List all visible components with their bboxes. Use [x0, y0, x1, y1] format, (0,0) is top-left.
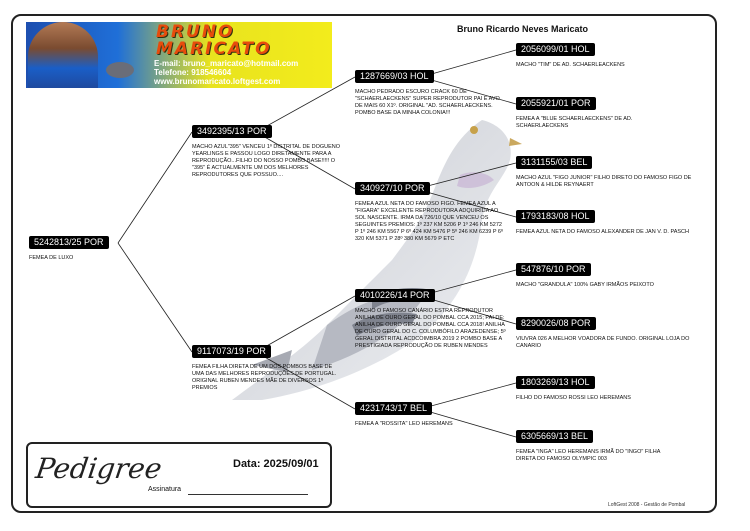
brand-last-name: MARICATO [156, 39, 272, 59]
owner-name: Bruno Ricardo Neves Maricato [457, 24, 589, 34]
dam-dam-description: FEMEA A "ROSSITA" LEO HEREMANS [355, 421, 453, 427]
contact-email: E-mail: bruno_maricato@hotmail.com [154, 59, 299, 68]
sds-ring-badge[interactable]: 3131155/03 BEL [516, 156, 592, 169]
dsd-ring-badge[interactable]: 8290026/08 POR [516, 317, 596, 330]
dam-description: FEMEA FILHA DIRETA DE UM DOS POMBOS BASE DE UMA DAS MELHORES REPRODUÇÕES DE PORTUGAL. ORIGINAL RUBEN MENDES MÃE DE DIVERSOS 1º PREMIOS [192, 364, 337, 391]
sds-description: MACHO AZUL "FIGO JUNIOR" FILHO DIRETO DO FAMOSO FIGO DE ANTOON & HILDE REYNAERT [516, 175, 692, 188]
ssd-ring-badge[interactable]: 2055921/01 POR [516, 97, 596, 110]
ddd-ring-badge[interactable]: 6305669/13 BEL [516, 430, 593, 443]
dsd-description: VIUVRA 026 A MELHOR VOADORA DE FUNDO. ORIGINAL LOJA DO CANARIO [516, 336, 690, 349]
dam-dam-ring-badge[interactable]: 4231743/17 BEL [355, 402, 432, 415]
dss-description: MACHO "GRANDULA" 100% GABY IRMÃOS PEIXOTO [516, 282, 654, 288]
sss-description: MACHO "TIM" DE AD. SCHAERLEACKENS [516, 62, 625, 68]
sire-sire-ring-badge[interactable]: 1287669/03 HOL [355, 70, 434, 83]
subject-ring-badge[interactable]: 5242813/25 POR [29, 236, 109, 249]
dam-ring-badge[interactable]: 9117073/19 POR [192, 345, 271, 358]
pedigree-date: Data: 2025/09/01 [233, 458, 319, 470]
signature-label: Assinatura [148, 486, 182, 493]
sire-description: MACHO AZUL"395" VENCEU 1º DISTRITAL DE DOGUENO YEARLINGS E PASSOU LOGO DIRETAMENTE PARA A REPRODUÇÃO...FILHO DO NOSSO POMBO BASE!!!!! O "395" É ACTUALMENTE UM DOS MELHORES REPRODUTORES QUE POSSUO.... [192, 144, 341, 178]
pedigree-title: Pedigree [33, 452, 164, 485]
contact-phone: Telefone: 918546604 [154, 68, 232, 77]
sire-sire-description: MACHO PEDRADO ESCURO CRACK 60 DE "SCHAERLAECKENS" SUPER REPRODUTOR PAI E AVO DE MAIS 60 X1º. ORIGINAL "AD. SCHAERLAECKENS. POMBO BASE DA MINHA COLONIA!!! [355, 89, 500, 116]
sire-ring-badge[interactable]: 3492395/13 POR [192, 125, 272, 138]
dam-sire-description: MACHO O FAMOSO CANÁRIO ESTRA REPRODUTOR ANILHA DE OURO GERAL DO POMBAL CCA 2015; PAI DE: ANILHA DE OURO GERAL DO POMBAL CCA 2018! ANILHA DE OURO GERAL DO C. COLUMBÓFILO ARAZEDENSE; 5º GERAL DISTRITAL ACDCOIMBRA 2019 2 POMBO BASE A PRESTIGIADA REPRODUÇÃO DE RUBEN MENDES [355, 308, 506, 349]
sdd-description: FEMEA AZUL NETA DO FAMOSO ALEXANDER DE JAN V. D. PASCH [516, 229, 689, 235]
sire-dam-description: FEMEA AZUL NETA DO FAMOSO FIGO. FEMEA AZUL A "FIGARA" EXCELENTE REPRODUTORA ADQUIRIDA AO SOL NASCENTE. IRMA DA 726/10 QUE VENCEU OS SEGUINTES PREMIOS: 1º 237 KM 5206 P 1º 246 KM 5272 P 1º 246 KM 5567 P 6º 424 KM 5476 P 5º 246 KM 6239 P 6º 320 KM 5371 P 28º 380 KM 5679 P ETC [355, 201, 503, 242]
footer-credit: LoftGest 2008 - Gestão de Pombal [608, 502, 686, 508]
dss-ring-badge[interactable]: 547876/10 POR [516, 263, 591, 276]
ddd-description: FEMEA "INGA" LEO HEREMANS IRMÃ DO "INGO" FILHA DIRETA DO FAMOSO OLYMPIC 003 [516, 449, 661, 462]
signature-line[interactable] [188, 494, 308, 495]
sss-ring-badge[interactable]: 2056099/01 HOL [516, 43, 595, 56]
sire-dam-ring-badge[interactable]: 340927/10 POR [355, 182, 430, 195]
dds-ring-badge[interactable]: 1803269/13 HOL [516, 376, 595, 389]
brand-first-name: BRUNO [156, 22, 235, 42]
sdd-ring-badge[interactable]: 1793183/08 HOL [516, 210, 595, 223]
subject-description: FEMEA DE LUXO [29, 255, 74, 261]
dds-description: FILHO DO FAMOSO ROSSI LEO HEREMANS [516, 395, 631, 401]
ssd-description: FEMEA A "BLUE SCHAERLAECKENS" DE AD. SCHAERLAECKENS [516, 116, 633, 129]
contact-website: www.brunomaricato.loftgest.com [154, 77, 281, 86]
dam-sire-ring-badge[interactable]: 4010226/14 POR [355, 289, 435, 302]
